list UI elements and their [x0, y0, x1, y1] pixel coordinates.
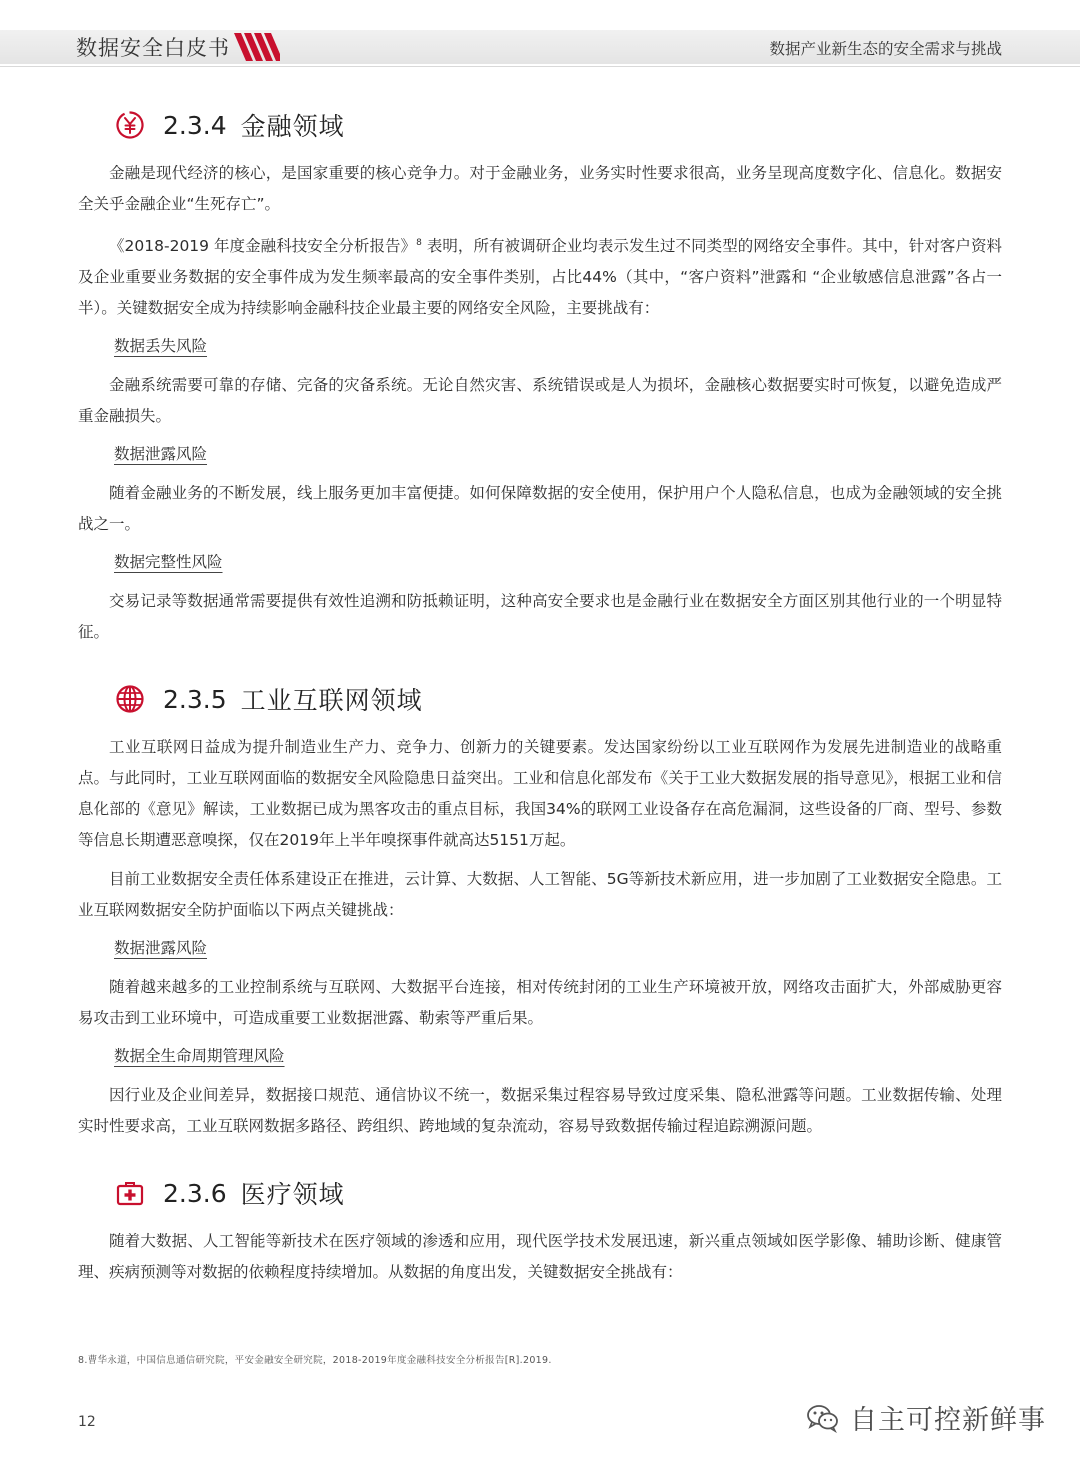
subheading: 数据泄露风险 — [114, 939, 208, 958]
wechat-icon — [806, 1403, 840, 1433]
subheading: 数据完整性风险 — [114, 553, 223, 572]
section-number: 2.3.5 — [163, 684, 227, 714]
watermark-text: 自主可控新鲜事 — [850, 1405, 1046, 1436]
paragraph: 金融是现代经济的核心，是国家重要的核心竞争力。对于金融业务，业务实时性要求很高，业务呈现高度数字化、信息化。数据安全关乎金融企业“生死存亡”。 — [78, 164, 1002, 213]
paragraph: 工业互联网日益成为提升制造业生产力、竞争力、创新力的关键要素。发达国家纷纷以工业互联网作为发展先进制造业的战略重点。与此同时，工业互联网面临的数据安全风险隐患日益突出。工业和信息化部发布《关于工业大数据发展的指导意见》，根据工业和信息化部的《意见》解读，工业数据已成为黑客攻击的重点目标，我国34%的联网工业设备存在高危漏洞，这些设备的厂商、型号、参数等信息长期遭恶意嗅探，仅在2019年上半年嗅探事件就高达5151万起。 — [78, 738, 1002, 850]
section-number: 2.3.4 — [163, 110, 227, 140]
paragraph: 交易记录等数据通常需要提供有效性追溯和防抵赖证明，这种高安全要求也是金融行业在数据安全方面区别其他行业的一个明显特征。 — [78, 592, 1002, 642]
medical-kit-icon — [115, 1178, 145, 1208]
paragraph: 目前工业数据安全责任体系建设正在推进，云计算、大数据、人工智能、5G等新技术新应用，进一步加剧了工业数据安全隐患。工业互联网数据安全防护面临以下两点关键挑战： — [78, 870, 1002, 920]
section-heading-medical — [78, 1168, 1002, 1218]
report-title: 《2018-2019 年度金融科技安全分析报告》 — [109, 237, 417, 256]
paragraph: 金融系统需要可靠的存储、完备的灾备系统。无论自然灾害、系统错误或是人为损坏，金融核心数据要实时可恢复，以避免造成严重金融损失。 — [78, 376, 1002, 426]
subheading: 数据丢失风险 — [114, 337, 208, 356]
subheading: 数据泄露风险 — [114, 445, 208, 464]
page-content — [78, 100, 1002, 1296]
section-title: 金融领域 — [240, 112, 345, 141]
paragraph-text: 表明，所有被调研企业均表示发生过不同类型的网络安全事件。其中，针对客户资料及企业重要业务数据的安全事件成为发生频率最高的安全事件类别，占比44%（其中，“客户资料”泄露和 “企业敏感信息泄露”各占一半）。关键数据安全成为持续影响金融科技企业最主要的网络安全风险，主要挑战有： — [78, 237, 1002, 318]
page-number: 12 — [78, 1414, 96, 1430]
subheading: 数据全生命周期管理风险 — [114, 1047, 285, 1066]
paragraph-with-footnote — [78, 228, 1002, 324]
paragraph: 随着大数据、人工智能等新技术在医疗领域的渗透和应用，现代医学技术发展迅速，新兴重点领域如医学影像、辅助诊断、健康管理、疾病预测等对数据的依赖程度持续增加。从数据的角度出发，关键数据安全挑战有： — [78, 1232, 1002, 1282]
paragraph: 随着金融业务的不断发展，线上服务更加丰富便捷。如何保障数据的安全使用，保护用户个人隐私信息，也成为金融领域的安全挑战之一。 — [78, 484, 1002, 534]
section-title: 医疗领域 — [240, 1180, 345, 1210]
footnote: 8.曹华永道，中国信息通信研究院，平安金融安全研究院，2018-2019年度金融科技安全分析报告[R].2019. — [78, 1355, 552, 1366]
section-heading-industrial — [78, 674, 1002, 724]
section-number: 2.3.6 — [163, 1178, 227, 1208]
watermark — [806, 1398, 1046, 1437]
header-divider — [0, 66, 1080, 67]
header-section-title: 数据产业新生态的安全需求与挑战 — [769, 40, 1002, 58]
paragraph: 随着越来越多的工业控制系统与互联网、大数据平台连接，相对传统封闭的工业生产环境被开放，网络攻击面扩大，外部威胁更容易攻击到工业环境中，可造成重要工业数据泄露、勒索等严重后果。 — [78, 978, 1002, 1028]
yuan-icon — [115, 110, 145, 140]
header-title: 数据安全白皮书 — [76, 36, 230, 60]
section-title: 工业互联网领域 — [240, 686, 423, 716]
header-stripes-icon — [232, 33, 280, 61]
section-heading-finance — [78, 100, 1002, 150]
footnote-ref[interactable]: 8 — [416, 238, 422, 248]
globe-icon — [115, 684, 145, 714]
paragraph: 因行业及企业间差异，数据接口规范、通信协议不统一，数据采集过程容易导致过度采集、隐私泄露等问题。工业数据传输、处理实时性要求高，工业互联网数据多路径、跨组织、跨地域的复杂流动，容易导致数据传输过程追踪溯源问题。 — [78, 1086, 1002, 1136]
